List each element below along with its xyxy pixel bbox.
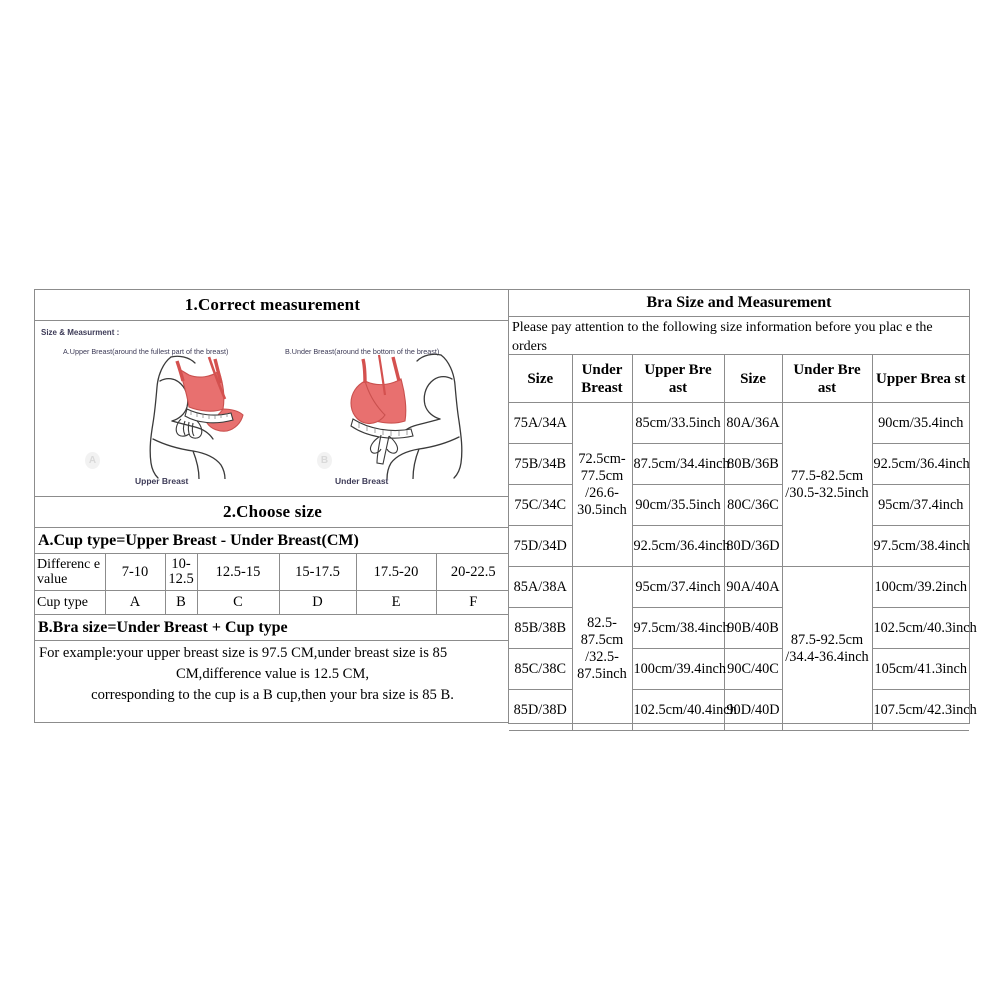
cup-type-cell: E [356, 591, 436, 615]
under-breast-cell-left: 72.5cm-77.5cm /26.6-30.5inch [572, 403, 632, 567]
table-row-cup-type [35, 591, 510, 615]
cup-type-cell: C [197, 591, 279, 615]
upper-breast-cell-left: 100cm/39.4inch [632, 649, 724, 690]
under-breast-cell-left: 82.5-87.5cm /32.5-87.5inch [572, 567, 632, 731]
example-line-3: corresponding to the cup is a B cup,then your bra size is 85 B. [91, 687, 454, 703]
table-row-difference-value [35, 554, 510, 591]
illustration-heading: Size & Measurment : [41, 327, 120, 338]
difference-value-cell: 20-22.5 [436, 554, 510, 591]
difference-value-cell: 7-10 [105, 554, 165, 591]
upper-breast-cell-right: 107.5cm/42.3inch [872, 690, 969, 731]
size-cell-left: 75C/34C [509, 485, 572, 526]
size-cell-right: 80B/36B [724, 444, 782, 485]
size-cell-right: 90A/40A [724, 567, 782, 608]
upper-breast-cell-left: 97.5cm/38.4inch [632, 608, 724, 649]
size-cell-left: 85D/38D [509, 690, 572, 731]
example-line-2: CM,difference value is 12.5 CM, [175, 666, 370, 682]
figure-upper-breast-measurement [127, 351, 277, 479]
upper-breast-cell-right: 92.5cm/36.4inch [872, 444, 969, 485]
upper-breast-cell-right: 102.5cm/40.3inch [872, 608, 969, 649]
column-header-under-breast-right: Under Bre ast [782, 355, 872, 403]
column-header-upper-breast-left: Upper Bre ast [632, 355, 724, 403]
upper-breast-cell-left: 102.5cm/40.4inch [632, 690, 724, 731]
difference-value-cell: 17.5-20 [356, 554, 436, 591]
under-breast-cell-right: 77.5-82.5cm /30.5-32.5inch [782, 403, 872, 567]
figure-under-breast-measurement [335, 351, 485, 479]
size-cell-right: 80A/36A [724, 403, 782, 444]
table-row [509, 567, 969, 608]
upper-breast-cell-right: 97.5cm/38.4inch [872, 526, 969, 567]
size-cell-left: 75B/34B [509, 444, 572, 485]
difference-value-cell: 10-12.5 [165, 554, 197, 591]
bra-size-table [509, 355, 977, 731]
panel-title-choose-size: 2.Choose size [35, 497, 510, 528]
row-header-difference-value: Differenc e value [35, 554, 105, 591]
upper-breast-cell-right: 100cm/39.2inch [872, 567, 969, 608]
size-cell-right: 80D/36D [724, 526, 782, 567]
figure-a-caption: Upper Breast [135, 476, 189, 486]
figure-b-caption: Under Breast [335, 476, 389, 486]
under-breast-description: B.Under Breast(around the bottom of the breast) [285, 346, 440, 357]
size-cell-right: 90B/40B [724, 608, 782, 649]
cup-type-table [35, 554, 510, 615]
example-text-block [35, 641, 510, 706]
example-line-1: For example:your upper breast size is 97.5 CM,under breast size is 85 [39, 645, 448, 661]
cup-type-cell: D [279, 591, 356, 615]
bra-size-formula: B.Bra size=Under Breast + Cup type [35, 615, 510, 641]
correct-measurement-panel [34, 289, 511, 723]
cup-type-cell: B [165, 591, 197, 615]
column-header-under-breast-left: Under Breast [572, 355, 632, 403]
upper-breast-cell-left: 85cm/33.5inch [632, 403, 724, 444]
size-cell-left: 85A/38A [509, 567, 572, 608]
difference-value-cell: 15-17.5 [279, 554, 356, 591]
cup-type-cell: A [105, 591, 165, 615]
size-cell-left: 85B/38B [509, 608, 572, 649]
upper-breast-cell-right: 105cm/41.3inch [872, 649, 969, 690]
difference-value-cell: 12.5-15 [197, 554, 279, 591]
column-header-upper-breast-right: Upper Brea st [872, 355, 969, 403]
upper-breast-cell-left: 95cm/37.4inch [632, 567, 724, 608]
bra-size-note: Please pay attention to the following size information before you plac e the orders [509, 317, 969, 355]
upper-breast-cell-right: 90cm/35.4inch [872, 403, 969, 444]
row-header-cup-type: Cup type [35, 591, 105, 615]
upper-breast-description: A.Upper Breast(around the fullest part of the breast) [63, 346, 229, 357]
column-header-size-left: Size [509, 355, 572, 403]
cup-type-formula: A.Cup type=Upper Breast - Under Breast(CM) [35, 528, 510, 554]
size-cell-right: 90C/40C [724, 649, 782, 690]
cup-type-cell: F [436, 591, 510, 615]
size-cell-left: 85C/38C [509, 649, 572, 690]
column-header-size-right: Size [724, 355, 782, 403]
under-breast-cell-right: 87.5-92.5cm /34.4-36.4inch [782, 567, 872, 731]
marker-b-icon: B [317, 452, 332, 469]
upper-breast-cell-right: 95cm/37.4inch [872, 485, 969, 526]
bra-size-measurement-panel [508, 289, 977, 724]
upper-breast-cell-left: 87.5cm/34.4inch [632, 444, 724, 485]
panel-title-correct-measurement: 1.Correct measurement [35, 290, 510, 321]
size-cell-left: 75D/34D [509, 526, 572, 567]
marker-a-icon: A [85, 452, 100, 469]
table-header-row [509, 355, 969, 403]
upper-breast-cell-left: 92.5cm/36.4inch [632, 526, 724, 567]
bra-size-table-title: Bra Size and Measurement [509, 290, 969, 317]
size-cell-right: 90D/40D [724, 690, 782, 731]
upper-breast-cell-left: 90cm/35.5inch [632, 485, 724, 526]
size-cell-right: 80C/36C [724, 485, 782, 526]
measurement-illustration-area [35, 321, 510, 497]
size-cell-left: 75A/34A [509, 403, 572, 444]
table-row [509, 403, 969, 444]
